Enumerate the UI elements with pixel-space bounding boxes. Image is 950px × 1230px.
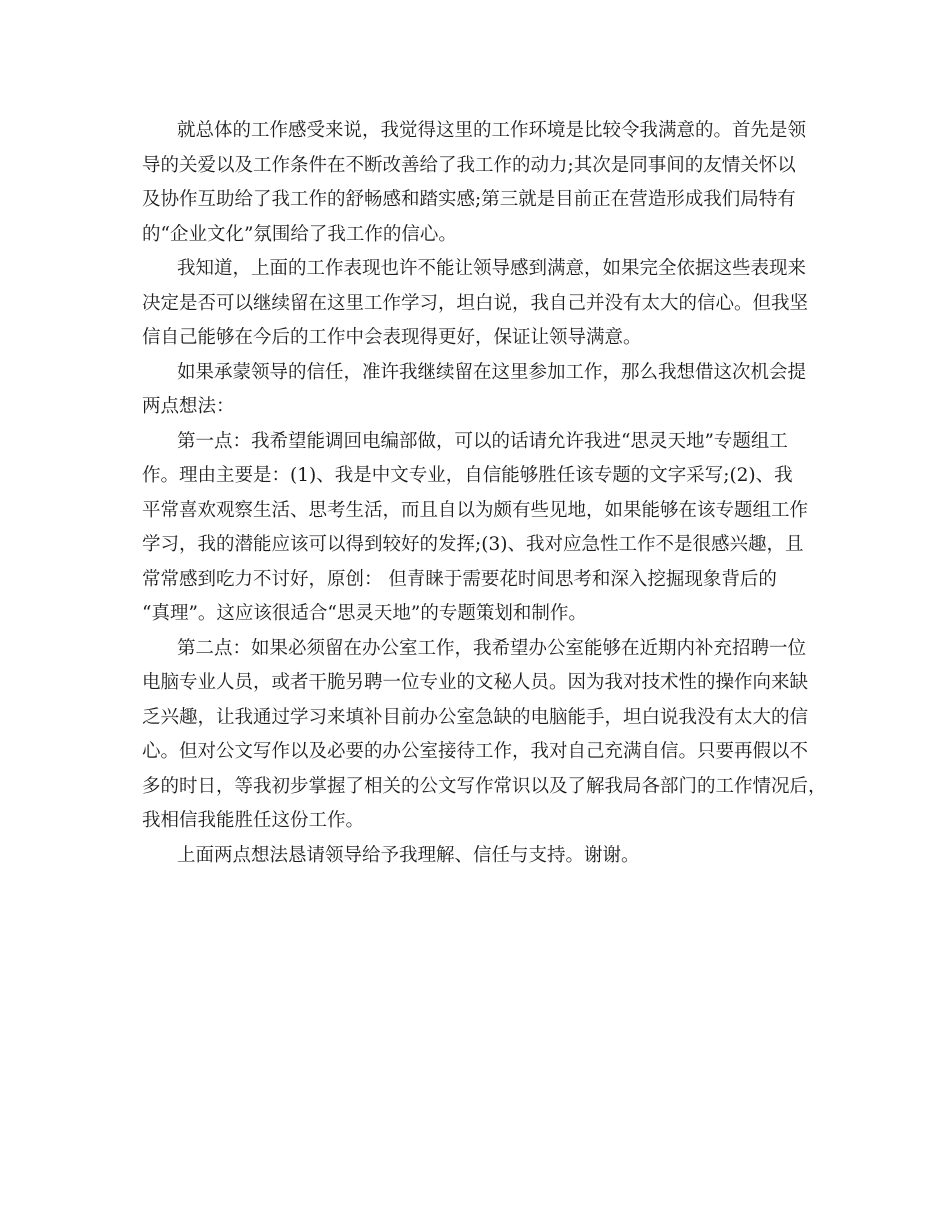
text-line: 平常喜欢观察生活、思考生活，而且自以为颇有些见地，如果能够在该专题组工作 (142, 499, 809, 521)
text-line: 常常感到吃力不讨好，原创： 但青睐于需要花时间思考和深入挖掘现象背后的 (142, 568, 777, 590)
text-line: 如果承蒙领导的信任，准许我继续留在这里参加工作，那么我想借这次机会提 (177, 361, 807, 383)
text-line: 就总体的工作感受来说，我觉得这里的工作环境是比较令我满意的。首先是领 (177, 120, 807, 141)
text-line: 多的时日，等我初步掌握了相关的公文写作常识以及了解我局各部门的工作情况后， (142, 775, 827, 797)
text-line: 信自己能够在今后的工作中会表现得更好，保证让领导满意。 (142, 327, 642, 348)
text-line: 我知道，上面的工作表现也许不能让领导感到满意，如果完全依据这些表现来 (177, 258, 807, 279)
text-line: 心。但对公文写作以及必要的办公室接待工作，我对自己充满自信。只要再假以不 (142, 741, 809, 762)
document-body (142, 114, 842, 873)
text-line: 上面两点想法恳请领导给予我理解、信任与支持。谢谢。 (177, 844, 640, 866)
text-line: 第一点：我希望能调回电编部做，可以的话请允许我进“思灵天地”专题组工 (177, 430, 788, 452)
text-line: 决定是否可以继续留在这里工作学习，坦白说，我自己并没有太大的信心。但我坚 (142, 292, 809, 314)
text-line: 导的关爱以及工作条件在不断改善给了我工作的动力;其次是同事间的友情关怀以 (142, 154, 796, 176)
text-line: 两点想法： (142, 396, 235, 417)
text-line: 第二点：如果必须留在办公室工作，我希望办公室能够在近期内补充招聘一位 (177, 637, 807, 659)
text-line: 我相信我能胜任这份工作。 (142, 810, 365, 831)
text-line: 学习，我的潜能应该可以得到较好的发挥;(3)、我对应急性工作不是很感兴趣，且 (142, 534, 804, 555)
text-line: 作。理由主要是：(1)、我是中文专业，自信能够胜任该专题的文字采写;(2)、我 (142, 465, 793, 486)
text-line: “真理”。这应该很适合“思灵天地”的专题策划和制作。 (142, 603, 587, 624)
text-line: 电脑专业人员，或者干脆另聘一位专业的文秘人员。因为我对技术性的操作向来缺 (142, 672, 809, 693)
text-line: 乏兴趣，让我通过学习来填补目前办公室急缺的电脑能手，坦白说我没有太大的信 (142, 706, 809, 728)
text-line: 及协作互助给了我工作的舒畅感和踏实感;第三就是目前正在营造形成我们局特有 (142, 189, 796, 210)
text-line: 的“企业文化”氛围给了我工作的信心。 (142, 223, 457, 245)
